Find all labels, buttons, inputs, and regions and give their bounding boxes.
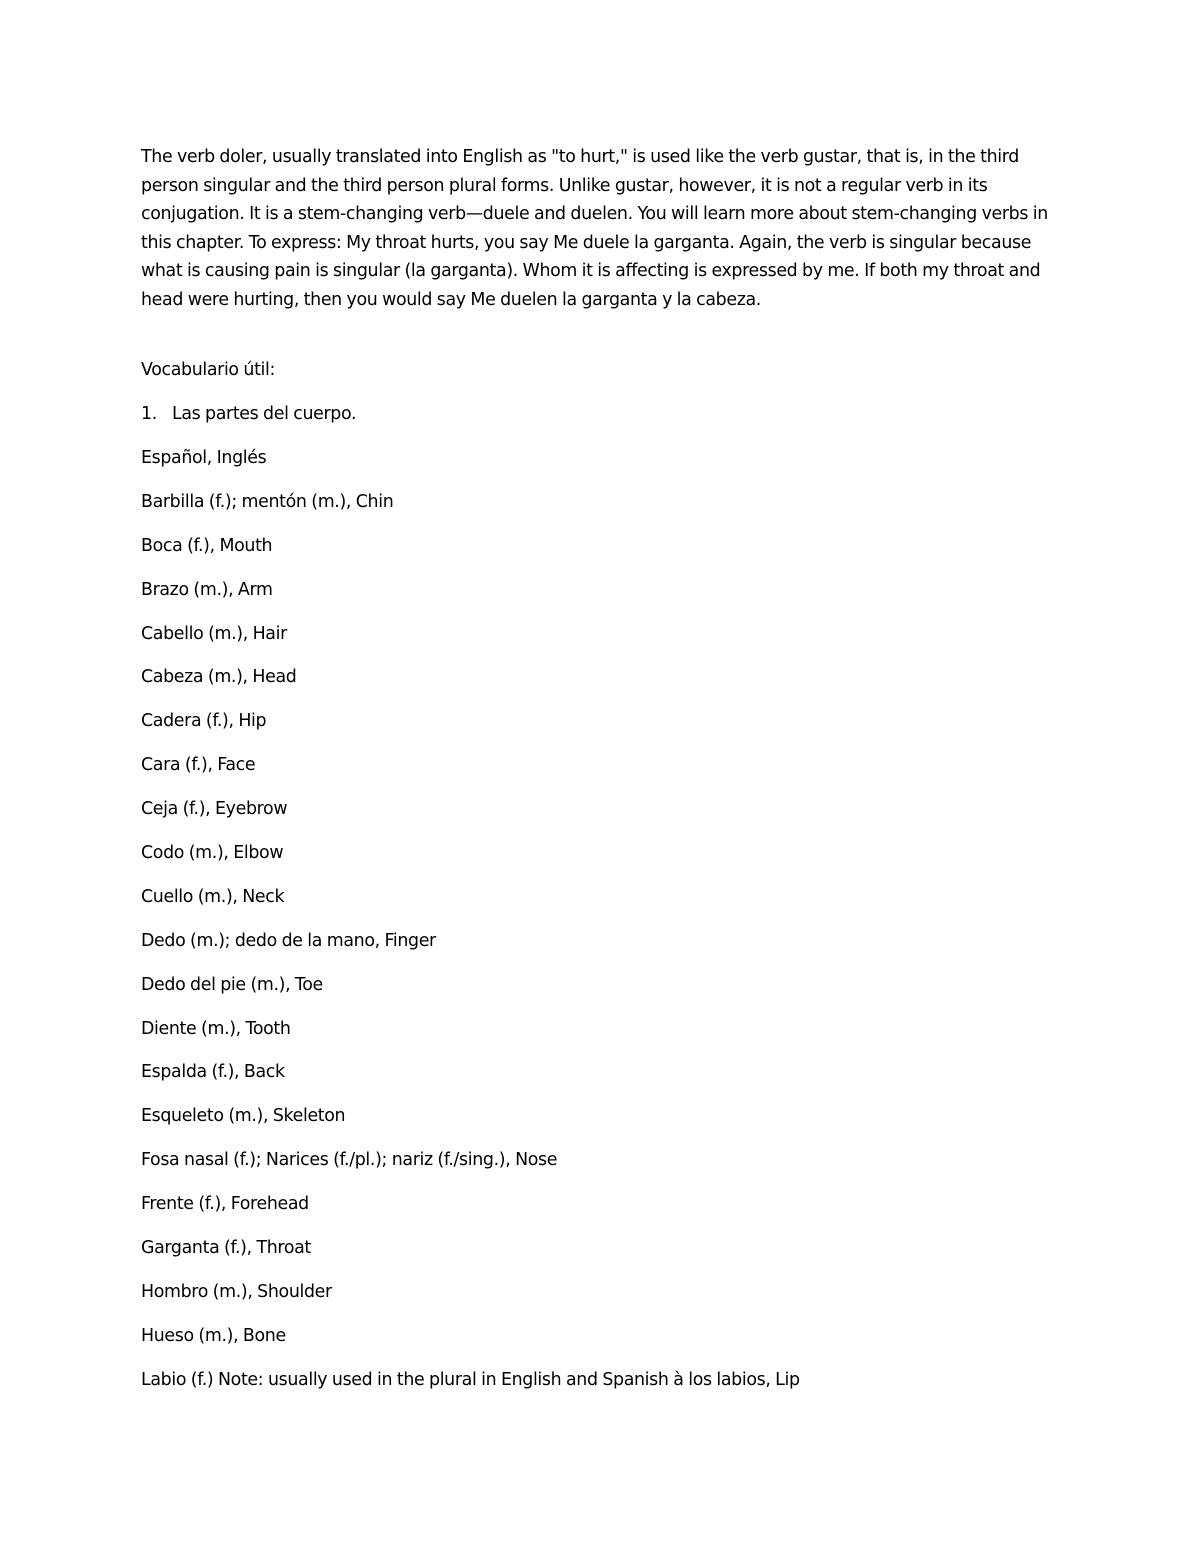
vocab-entry: Cadera (f.), Hip	[141, 711, 267, 732]
vocab-entry: Brazo (m.), Arm	[141, 579, 273, 600]
vocab-entry: Cuello (m.), Neck	[141, 886, 285, 907]
vocab-entry: Boca (f.), Mouth	[141, 535, 273, 556]
section-title: Las partes del cuerpo.	[172, 404, 357, 424]
section-number: 1.	[141, 404, 157, 424]
vocab-entry: Diente (m.), Tooth	[141, 1018, 291, 1039]
vocab-entry: Garganta (f.), Throat	[141, 1238, 311, 1259]
vocab-entry: Espalda (f.), Back	[141, 1062, 285, 1083]
vocab-entry: Cabello (m.), Hair	[141, 623, 287, 644]
vocabulary-list	[141, 446, 1061, 1412]
vocab-header-row: Español, Inglés	[141, 448, 267, 468]
vocab-entry: Ceja (f.), Eyebrow	[141, 799, 288, 820]
vocab-entry: Esqueleto (m.), Skeleton	[141, 1106, 346, 1127]
vocab-entry: Cara (f.), Face	[141, 755, 256, 776]
vocab-entry: Fosa nasal (f.); Narices (f./pl.); nariz (f./sing.), Nose	[141, 1150, 558, 1171]
document-body	[141, 143, 1061, 1390]
vocab-entry: Dedo (m.); dedo de la mano, Finger	[141, 930, 436, 951]
vocab-entry: Barbilla (f.); mentón (m.), Chin	[141, 491, 394, 512]
section-heading	[141, 402, 356, 426]
vocab-entry: Dedo del pie (m.), Toe	[141, 974, 323, 995]
vocab-entry: Cabeza (m.), Head	[141, 667, 297, 688]
vocab-entry: Hueso (m.), Bone	[141, 1325, 286, 1346]
vocab-entry: Hombro (m.), Shoulder	[141, 1281, 332, 1302]
vocab-entry: Codo (m.), Elbow	[141, 843, 284, 864]
intro-paragraph: The verb doler, usually translated into English as "to hurt," is used like the verb gustar, that is, in the third person singular and the third person plural forms. Unlike gustar, however, it is not a regular verb in its conjugation. It is a stem-changing verb—duele and duelen. You will learn more about stem-changing verbs in this chapter. To express: My throat hurts, you say Me duele la garganta. Again, the verb is singular because what is causing pain is singular (la garganta). Whom it is affecting is expressed by me. If both my throat and head were hurting, then you would say Me duelen la garganta y la cabeza.	[141, 147, 1048, 310]
vocabulary-heading: Vocabulario útil:	[141, 360, 276, 380]
vocab-entry: Labio (f.) Note: usually used in the plural in English and Spanish à los labios, Lip	[141, 1369, 800, 1390]
vocab-entry: Frente (f.), Forehead	[141, 1194, 309, 1215]
